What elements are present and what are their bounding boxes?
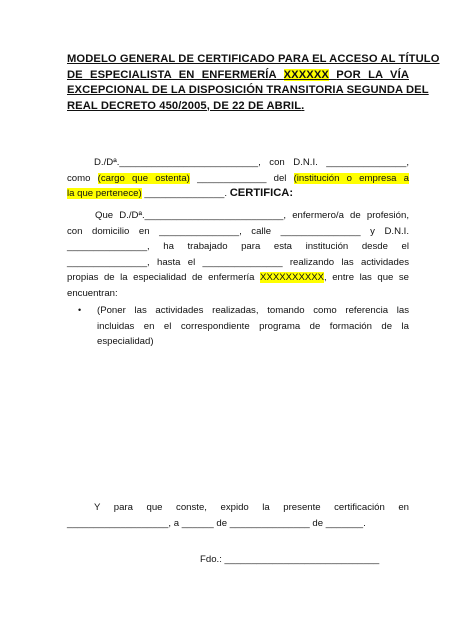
nurse-line-1: Que D./Dª.__________________________, enfermero/a de profesión, (95, 210, 409, 221)
closing-line-2: ___________________, a ______ de _______________ de _______. (67, 517, 366, 529)
certifica-heading: CERTIFICA: (229, 187, 294, 200)
activities-line-2: incluidas en el correspondiente programa de formación de la (97, 320, 409, 332)
title-line-4: REAL DECRETO 450/2005, DE 22 DE ABRIL. (67, 99, 305, 112)
title-line-1: MODELO GENERAL DE CERTIFICADO PARA EL ACCESO AL TÍTULO (67, 53, 440, 65)
signature-label: Fdo.: _____________________________ (200, 554, 380, 565)
document-title (67, 52, 440, 114)
activities-text (97, 303, 409, 350)
nurse-line-5: propias de la especialidad de enfermería XXXXXXXXXX, entre las que se (67, 272, 409, 284)
nurse-line-6: encuentran: (67, 287, 118, 299)
certifier-paragraph (67, 155, 409, 202)
activities-list-item (78, 303, 409, 350)
institution-placeholder: (institución o empresa a (293, 172, 409, 184)
specialty-placeholder: XXXXXX (283, 68, 329, 81)
activities-line-3: especialidad) (97, 336, 154, 348)
nurse-line-2: con domicilio en _______________, calle _______________ y D.N.I. (67, 225, 409, 237)
institution-placeholder-cont: la que pertenece) (67, 188, 142, 200)
certifier-line-1: D./Dª.__________________________, con D.N.I. _______________, (94, 157, 409, 168)
closing-paragraph (67, 500, 409, 531)
nurse-line-3: _______________, ha trabajado para esta institución desde el (67, 241, 409, 253)
nurse-line-4: _______________, hasta el _______________ realizando las actividades (67, 256, 409, 268)
title-line-3: EXCEPCIONAL DE LA DISPOSICIÓN TRANSITORIA SEGUNDA DEL (67, 84, 429, 96)
closing-line-1: Y para que conste, expido la presente certificación en (94, 502, 409, 513)
bullet-icon: • (78, 305, 82, 315)
signature-line (200, 552, 400, 568)
activities-line-1: (Poner las actividades realizadas, tomando como referencia las (97, 305, 409, 316)
position-placeholder: (cargo que ostenta) (97, 172, 190, 184)
title-line-2: DE ESPECIALISTA EN ENFERMERÍA XXXXXX POR LA VÍA (67, 68, 410, 81)
nurse-paragraph (67, 208, 409, 302)
certifier-line-3: la que pertenece) _______________. CERTIFICA: (67, 187, 294, 200)
certifier-line-2: como (cargo que ostenta) _____________ del (institución o empresa a (67, 172, 409, 184)
specialty-code-placeholder: XXXXXXXXXX (260, 272, 325, 284)
